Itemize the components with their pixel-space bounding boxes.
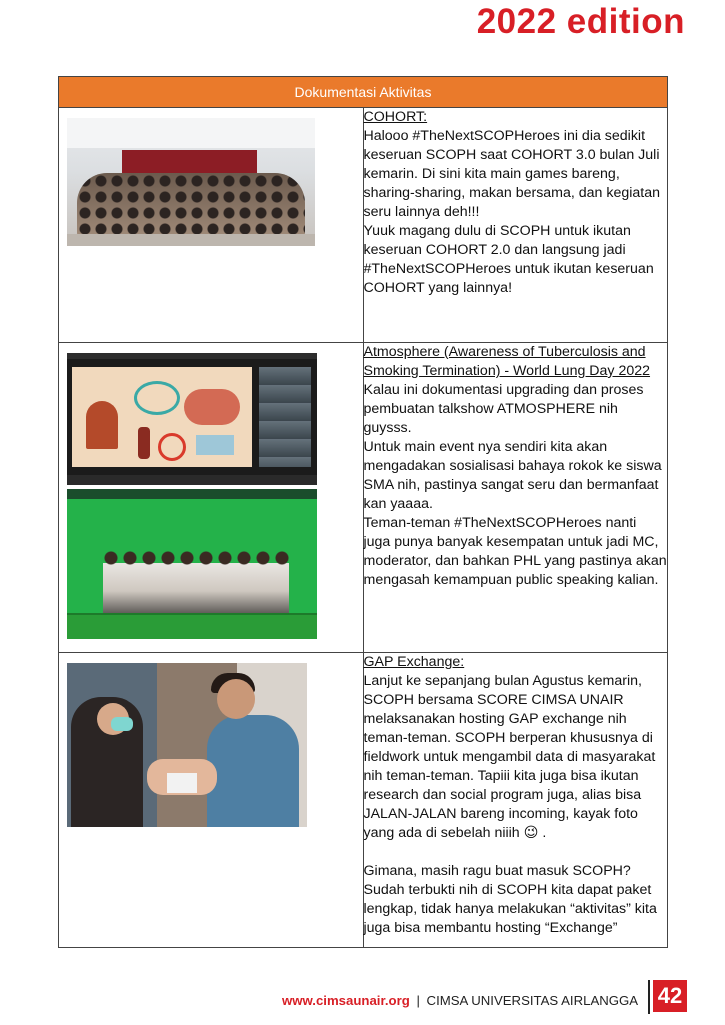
green-screen-group-photo: [67, 489, 317, 639]
footer-separator: |: [416, 993, 420, 1008]
image-cell: [59, 108, 364, 343]
text-cell: [363, 343, 668, 653]
activity-documentation-table: [58, 76, 668, 948]
page-number: 42: [653, 980, 687, 1012]
section-title: GAP Exchange:: [363, 654, 465, 670]
text-cell: [363, 108, 668, 343]
image-cell: [59, 343, 364, 653]
section-body: Halooo #TheNextSCOPHeroes ini dia sedikit keseruan SCOPH saat COHORT 3.0 bulan Juli kemarin. Di sini kita main games bareng, sharing-sharing, makan bersama, dan kegiatan seru lainnya deh!!! Yuuk magang dulu di SCOPH untuk ikutan keseruan COHORT 2.0 dan langsung jadi #TheNextSCOPHeroes untuk ikutan keseruan COHORT yang lainnya!: [363, 128, 661, 296]
page-number-divider: [648, 980, 650, 1014]
website-link[interactable]: www.cimsaunair.org: [282, 993, 410, 1008]
footer: [282, 993, 638, 1008]
cohort-group-photo: [67, 118, 315, 246]
table-heading: Dokumentasi Aktivitas: [59, 77, 668, 108]
table-row: [59, 653, 668, 948]
image-cell: [59, 653, 364, 948]
section-title: COHORT:: [363, 109, 428, 125]
section-title: Atmosphere (Awareness of Tuberculosis and Smoking Termination) - World Lung Day 2022: [363, 344, 651, 379]
table-row: [59, 108, 668, 343]
edition-title: 2022 edition: [476, 2, 685, 41]
table-row: [59, 343, 668, 653]
footer-org-name: CIMSA UNIVERSITAS AIRLANGGA: [426, 993, 639, 1008]
section-body: Kalau ini dokumentasi upgrading dan proses pembuatan talkshow ATMOSPHERE nih guysss. Untuk main event nya sendiri kita akan mengadakan sosialisasi bahaya rokok ke siswa SMA nih, pastinya sangat seru dan bermanfaat kan yaaaa. Teman-teman #TheNextSCOPHeroes nanti juga punya banyak kesempatan untuk jadi MC, moderator, dan bahkan PHL yang pastinya akan mengasah kemampuan public speaking kalian.: [363, 382, 667, 588]
text-cell: [363, 653, 668, 948]
section-body: Lanjut ke sepanjang bulan Agustus kemarin, SCOPH bersama SCORE CIMSA UNAIR melaksanakan hosting GAP exchange nih teman-teman. SCOPH berperan khususnya di fieldwork untuk mengambil data di masyarakat nih teman-teman. Tapiii kita juga bisa ikutan research dan social program juga, alias bisa JALAN-JALAN bareng incoming, kayak foto yang ada di sebelah niiih 😉 . Gimana, masih ragu buat masuk SCOPH? Sudah terbukti nih di SCOPH kita dapat paket lengkap, tidak hanya melakukan “aktivitas” kita juga bisa membantu hosting “Exchange”: [363, 673, 657, 936]
zoom-meeting-screenshot: [67, 353, 317, 485]
gap-exchange-photo: [67, 663, 307, 827]
